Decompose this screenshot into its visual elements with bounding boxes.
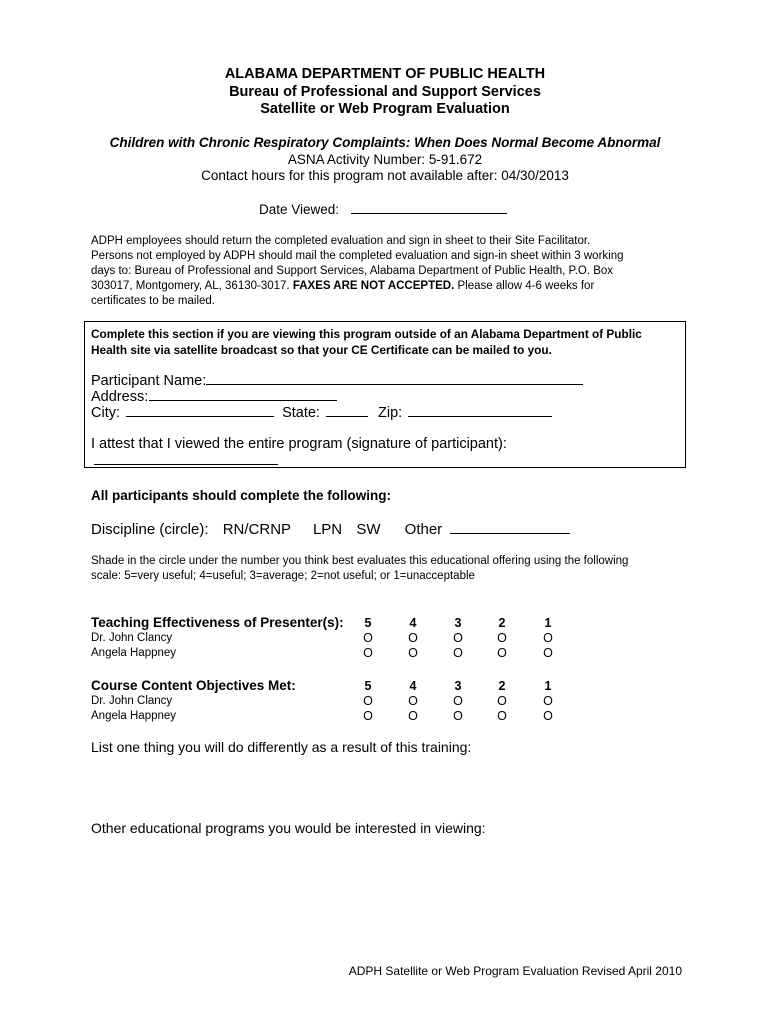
rating-header-2: 2: [498, 616, 506, 630]
address-field[interactable]: [149, 388, 337, 401]
course-rating-header-3: 3: [454, 679, 462, 693]
program-title: Children with Chronic Respiratory Complaints: When Does Normal Become Abnormal: [109, 135, 661, 150]
discipline-other-field[interactable]: [450, 520, 570, 534]
header-line-1: ALABAMA DEPARTMENT OF PUBLIC HEALTH: [224, 66, 546, 82]
course-p1-rating-1[interactable]: O: [543, 694, 553, 708]
teaching-p1-rating-4[interactable]: O: [408, 631, 418, 645]
address-label: Address:: [91, 389, 149, 405]
course-presenter-2: Angela Happney: [91, 710, 177, 722]
zip-field[interactable]: [408, 404, 552, 417]
discipline-other[interactable]: Other: [404, 521, 443, 538]
teaching-p1-rating-1[interactable]: O: [543, 631, 553, 645]
state-field[interactable]: [326, 404, 368, 417]
course-rating-header-4: 4: [409, 679, 417, 693]
discipline-label: Discipline (circle):: [91, 521, 209, 538]
header-line-2: Bureau of Professional and Support Services: [229, 84, 541, 100]
city-field[interactable]: [126, 404, 274, 417]
instructions-line-4: 303017, Montgomery, AL, 36130-3017. FAXES ARE NOT ACCEPTED. Please allow 4-6 weeks for: [91, 280, 595, 292]
course-presenter-1: Dr. John Clancy: [91, 695, 173, 707]
contact-hours: Contact hours for this program not available after: 04/30/2013: [201, 168, 569, 183]
course-p2-rating-1[interactable]: O: [543, 709, 553, 723]
course-p2-rating-3[interactable]: O: [453, 709, 463, 723]
participant-name-field[interactable]: [206, 372, 583, 385]
instructions-line-3: days to: Bureau of Professional and Support Services, Alabama Department of Public Health, P.O. Box: [91, 265, 614, 277]
course-p2-rating-4[interactable]: O: [408, 709, 418, 723]
header-line-3: Satellite or Web Program Evaluation: [260, 101, 510, 117]
instructions-line-2: Persons not employed by ADPH should mail the completed evaluation and sign-in sheet within 3 working: [91, 250, 624, 262]
discipline-rn-crnp[interactable]: RN/CRNP: [222, 521, 291, 538]
discipline-sw[interactable]: SW: [356, 521, 381, 538]
course-p1-rating-2[interactable]: O: [497, 694, 507, 708]
other-programs-answer-area[interactable]: [91, 842, 681, 952]
teaching-p2-rating-1[interactable]: O: [543, 646, 553, 660]
participant-name-row: [91, 372, 583, 389]
other-programs-question: Other educational programs you would be interested in viewing:: [91, 820, 486, 836]
date-viewed-field[interactable]: [351, 201, 507, 214]
list-one-thing-question: List one thing you will do differently as a result of this training:: [91, 739, 472, 755]
teaching-p1-rating-3[interactable]: O: [453, 631, 463, 645]
instructions-line-5: certificates to be mailed.: [91, 295, 216, 307]
teaching-title: Teaching Effectiveness of Presenter(s):: [91, 615, 344, 630]
signature-field[interactable]: [94, 452, 278, 465]
discipline-row: [91, 520, 691, 538]
address-row: [91, 388, 337, 405]
participant-name-label: Participant Name:: [91, 373, 207, 389]
course-rating-header-2: 2: [498, 679, 506, 693]
course-p2-rating-2[interactable]: O: [497, 709, 507, 723]
date-viewed-row: [259, 201, 507, 217]
state-label: State:: [282, 405, 320, 421]
course-p1-rating-4[interactable]: O: [408, 694, 418, 708]
city-label: City:: [91, 405, 120, 421]
rating-header-5: 5: [364, 616, 372, 630]
teaching-presenter-2: Angela Happney: [91, 647, 177, 659]
zip-label: Zip:: [378, 405, 403, 421]
course-rating-header-1: 1: [544, 679, 552, 693]
no-fax-notice: FAXES ARE NOT ACCEPTED.: [292, 280, 455, 292]
instructions-line-1: ADPH employees should return the completed evaluation and sign in sheet to their Site Facilitator.: [91, 235, 591, 247]
teaching-p2-rating-3[interactable]: O: [453, 646, 463, 660]
course-rating-header-5: 5: [364, 679, 372, 693]
teaching-presenter-1: Dr. John Clancy: [91, 632, 173, 644]
footer-revision: ADPH Satellite or Web Program Evaluation Revised April 2010: [348, 964, 682, 978]
box-heading: Complete this section if you are viewing this program outside of an Alabama Department of Public Health site via satellite broadcast so that your CE Certificate can be mailed to you.: [91, 327, 642, 357]
teaching-p2-rating-4[interactable]: O: [408, 646, 418, 660]
scale-instructions: Shade in the circle under the number you think best evaluates this educational offering using the following scale: 5=very useful; 4=useful; 3=average; 2=not useful; or 1=unacceptable: [91, 555, 629, 582]
activity-number: ASNA Activity Number: 5-91.672: [287, 152, 483, 167]
attest-label: I attest that I viewed the entire program (signature of participant):: [91, 436, 507, 452]
course-p2-rating-5[interactable]: O: [363, 709, 373, 723]
instructions: [91, 234, 691, 309]
course-p1-rating-5[interactable]: O: [363, 694, 373, 708]
rating-header-4: 4: [409, 616, 417, 630]
teaching-p2-rating-2[interactable]: O: [497, 646, 507, 660]
all-participants-heading: All participants should complete the following:: [91, 488, 392, 503]
list-one-thing-answer-area[interactable]: [91, 760, 681, 815]
date-viewed-label: Date Viewed:: [259, 202, 340, 217]
discipline-lpn[interactable]: LPN: [312, 521, 343, 538]
teaching-p1-rating-5[interactable]: O: [363, 631, 373, 645]
course-p1-rating-3[interactable]: O: [453, 694, 463, 708]
teaching-p1-rating-2[interactable]: O: [497, 631, 507, 645]
rating-header-1: 1: [544, 616, 552, 630]
attest-row: [91, 436, 691, 469]
course-title: Course Content Objectives Met:: [91, 678, 296, 693]
rating-header-3: 3: [454, 616, 462, 630]
city-state-zip-row: [91, 404, 691, 421]
teaching-p2-rating-5[interactable]: O: [363, 646, 373, 660]
